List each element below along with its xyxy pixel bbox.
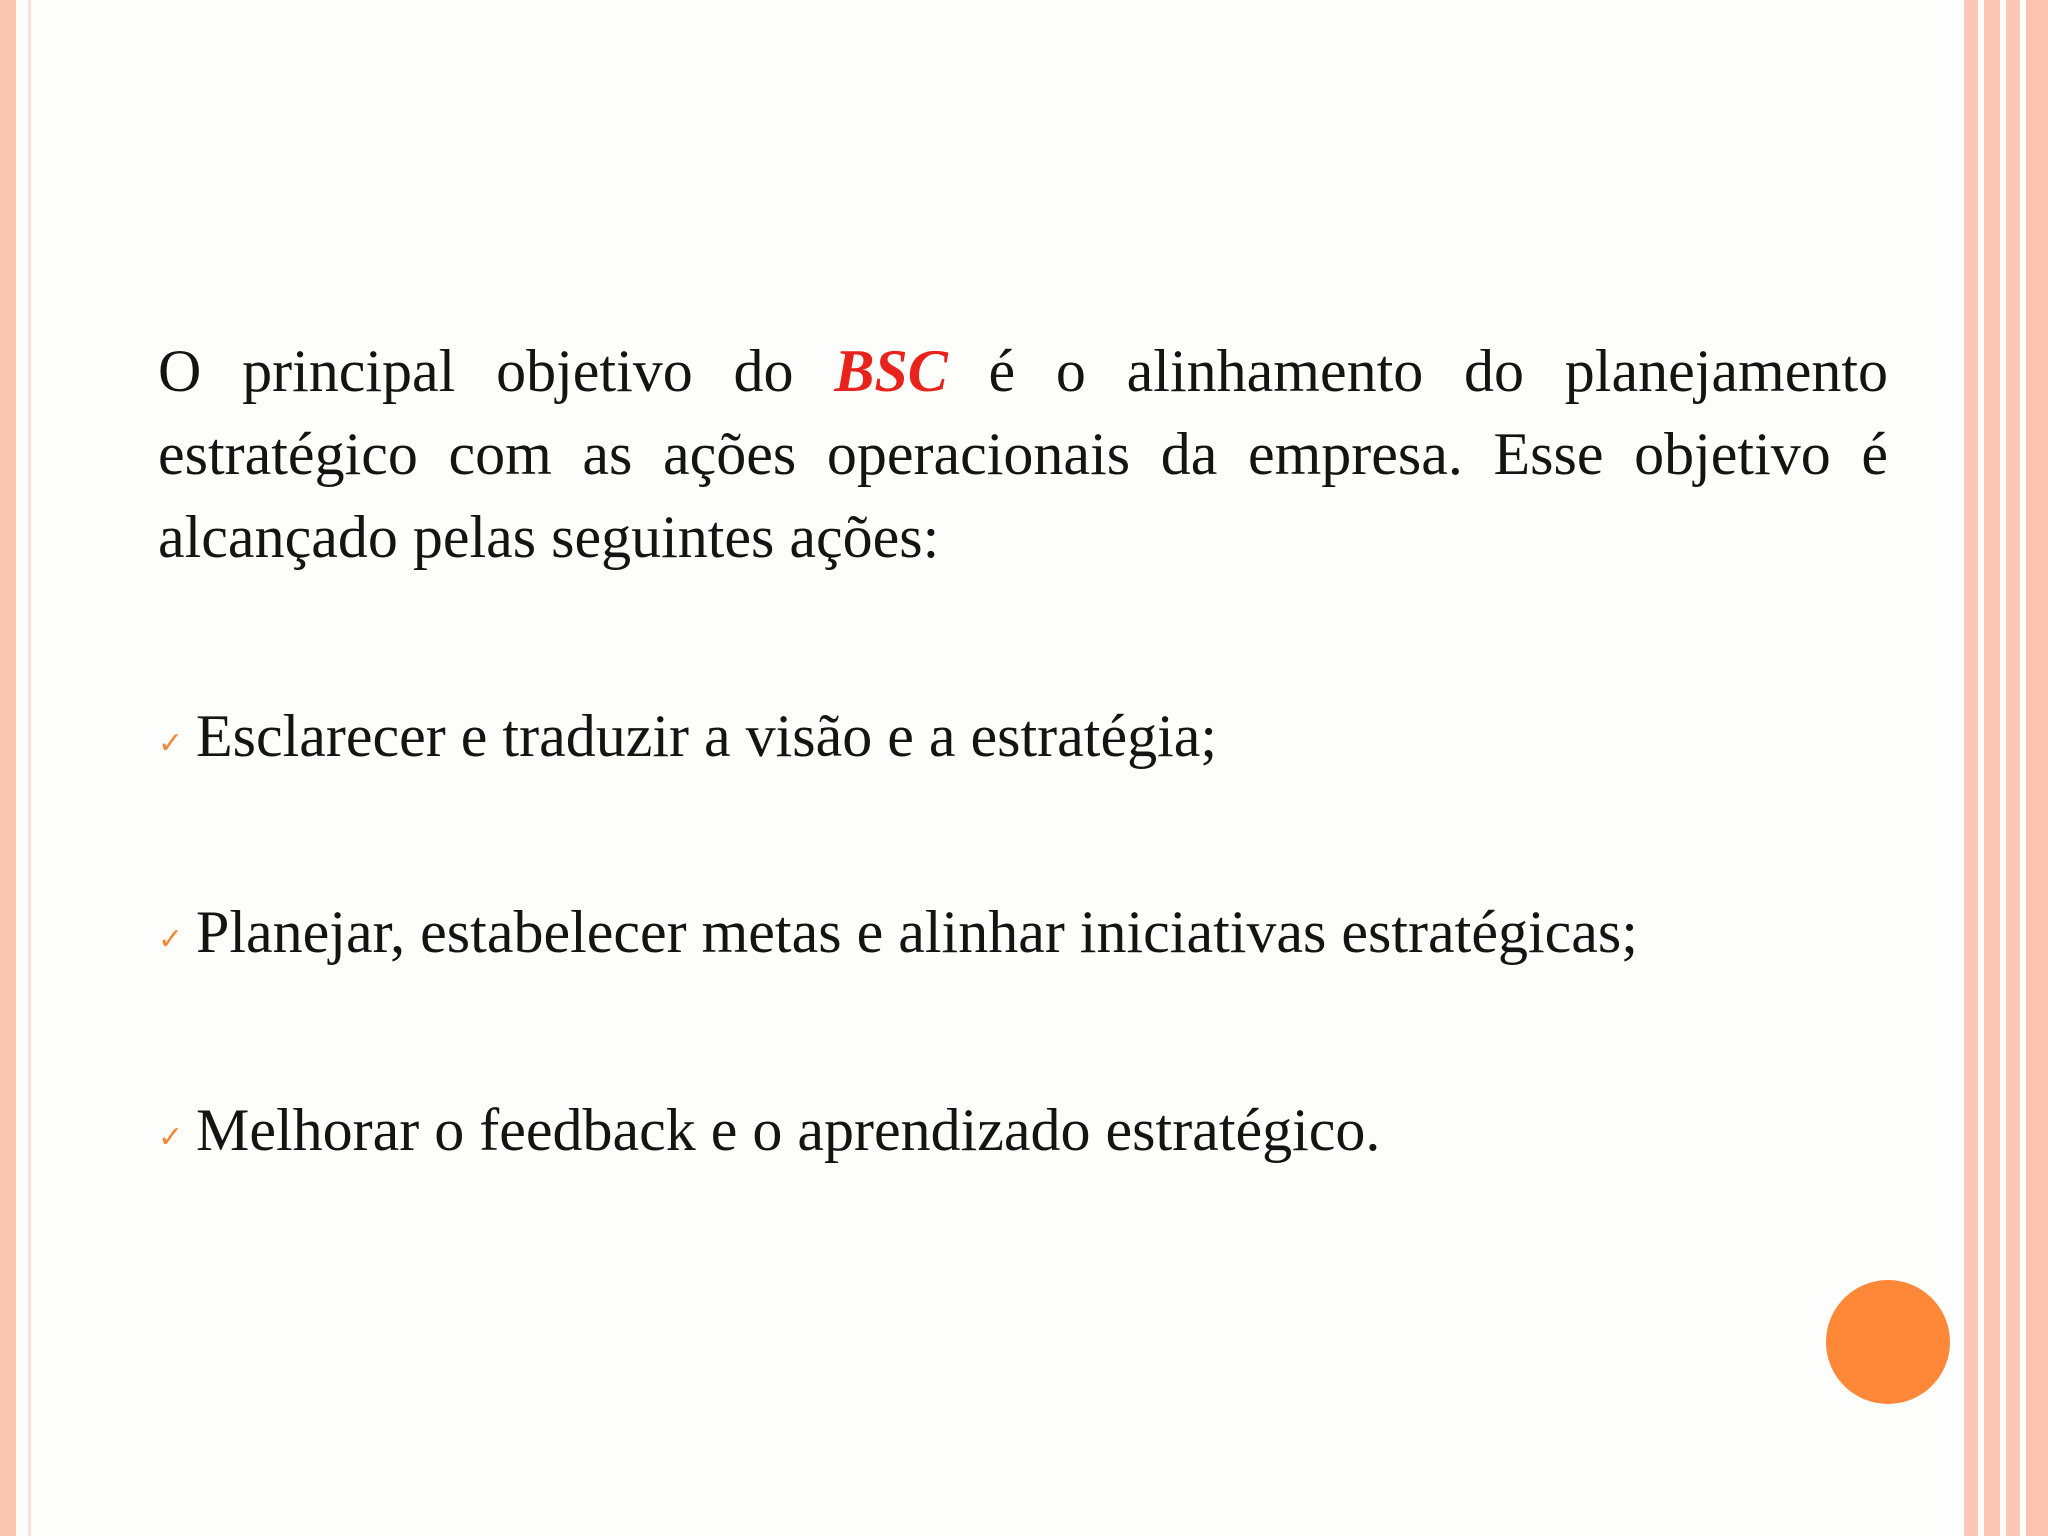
- stripe: [1964, 0, 1978, 1536]
- intro-text-after: é o alinhamento do planejamento estratégico com as ações operacionais da empresa. Esse objetivo é alcançado pelas seguintes ações:: [158, 338, 1888, 570]
- checkmark-icon: ✓: [158, 726, 184, 761]
- list-item-text: Melhorar o feedback e o aprendizado estratégico.: [196, 1097, 1381, 1163]
- right-decorative-stripes: [1964, 0, 2048, 1536]
- stripe: [2026, 0, 2048, 1536]
- decorative-circle: [1826, 1280, 1950, 1404]
- slide-content: [158, 330, 1888, 1163]
- stripe: [1984, 0, 2000, 1536]
- list-item-text: Esclarecer e traduzir a visão e a estratégia;: [196, 703, 1218, 769]
- intro-paragraph: [158, 330, 1888, 579]
- list-item: [158, 1094, 1380, 1166]
- stripe: [2006, 0, 2020, 1536]
- bsc-highlight: BSC: [834, 338, 948, 404]
- checkmark-icon: ✓: [158, 922, 184, 957]
- left-decorative-line: [28, 0, 31, 1536]
- intro-text-before: O principal objetivo do: [158, 338, 835, 404]
- list-item-text: Planejar, estabelecer metas e alinhar iniciativas estratégicas;: [196, 899, 1638, 965]
- list-item: [158, 896, 1638, 968]
- list-item: [158, 700, 1217, 772]
- checkmark-icon: ✓: [158, 1120, 184, 1155]
- left-decorative-bar: [0, 0, 16, 1536]
